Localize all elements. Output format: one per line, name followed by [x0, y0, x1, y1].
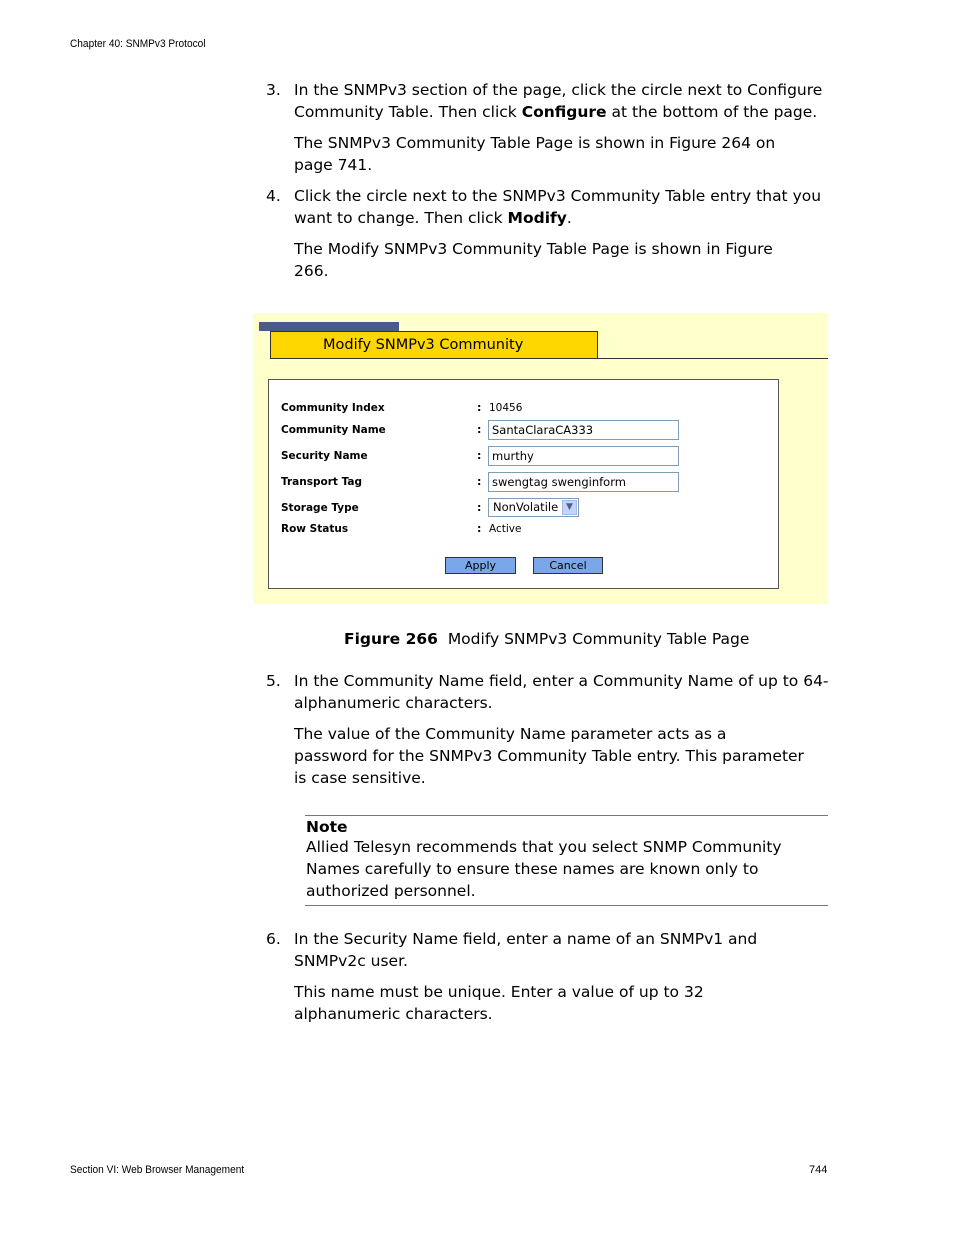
step-number: 4.: [266, 187, 281, 205]
footer-section: Section VI: Web Browser Management: [70, 1164, 245, 1176]
community-name-label: Community Name: [281, 424, 386, 436]
security-name-field[interactable]: murthy: [488, 446, 679, 466]
apply-button[interactable]: Apply: [445, 557, 516, 574]
note-bottom-rule: [305, 905, 828, 906]
colon: :: [477, 401, 482, 414]
storage-type-value: NonVolatile: [493, 500, 559, 514]
note-text: Allied Telesyn recommends that you select SNMP Community Names carefully to ensure these names are known only to authorized personnel.: [306, 838, 782, 900]
form-panel: [268, 379, 779, 589]
step-4-followup: The Modify SNMPv3 Community Table Page is shown in Figure 266.: [294, 240, 773, 280]
figure-caption: Figure 266 Modify SNMPv3 Community Table Page: [344, 630, 750, 648]
step-text: Click the circle next to the SNMPv3 Community Table entry that you want to change. Then click Modify.: [294, 187, 822, 227]
note-top-rule: [305, 815, 828, 816]
transport-tag-label: Transport Tag: [281, 476, 362, 488]
security-name-label: Security Name: [281, 450, 368, 462]
community-index-value: 10456: [489, 402, 523, 414]
step-text: In the Community Name field, enter a Community Name of up to 64-alphanumeric characters.: [294, 672, 829, 712]
community-name-field[interactable]: SantaClaraCA333: [488, 420, 679, 440]
step-6-followup: This name must be unique. Enter a value of up to 32 alphanumeric characters.: [294, 983, 704, 1023]
step-number: 6.: [266, 930, 281, 948]
storage-type-label: Storage Type: [281, 502, 359, 514]
chevron-down-icon[interactable]: ▼: [562, 500, 577, 515]
title-divider: [598, 358, 828, 359]
tab-strip: [259, 322, 399, 331]
running-header: Chapter 40: SNMPv3 Protocol: [70, 38, 206, 50]
page-title: Modify SNMPv3 Community: [270, 331, 598, 359]
note-title: Note: [306, 818, 348, 836]
community-index-label: Community Index: [281, 402, 385, 414]
step-text: In the Security Name field, enter a name of an SNMPv1 and SNMPv2c user.: [294, 930, 758, 970]
page-number: 744: [809, 1164, 828, 1176]
figure-screenshot: [253, 313, 828, 604]
step-text: In the SNMPv3 section of the page, click the circle next to Configure Community Table. Then click Configure at the bottom of the page.: [294, 81, 823, 121]
step-number: 3.: [266, 81, 281, 99]
colon: :: [477, 501, 482, 514]
colon: :: [477, 475, 482, 488]
cancel-button[interactable]: Cancel: [533, 557, 603, 574]
step-number: 5.: [266, 672, 281, 690]
colon: :: [477, 423, 482, 436]
step-5-followup: The value of the Community Name parameter acts as a password for the SNMPv3 Community Table entry. This parameter is case sensitive.: [294, 725, 804, 787]
storage-type-select[interactable]: [488, 498, 579, 517]
row-status-value: Active: [489, 523, 522, 535]
step-3-followup: The SNMPv3 Community Table Page is shown in Figure 264 on page 741.: [294, 134, 776, 174]
row-status-label: Row Status: [281, 523, 349, 535]
colon: :: [477, 449, 482, 462]
transport-tag-field[interactable]: swengtag swenginform: [488, 472, 679, 492]
colon: :: [477, 522, 482, 535]
